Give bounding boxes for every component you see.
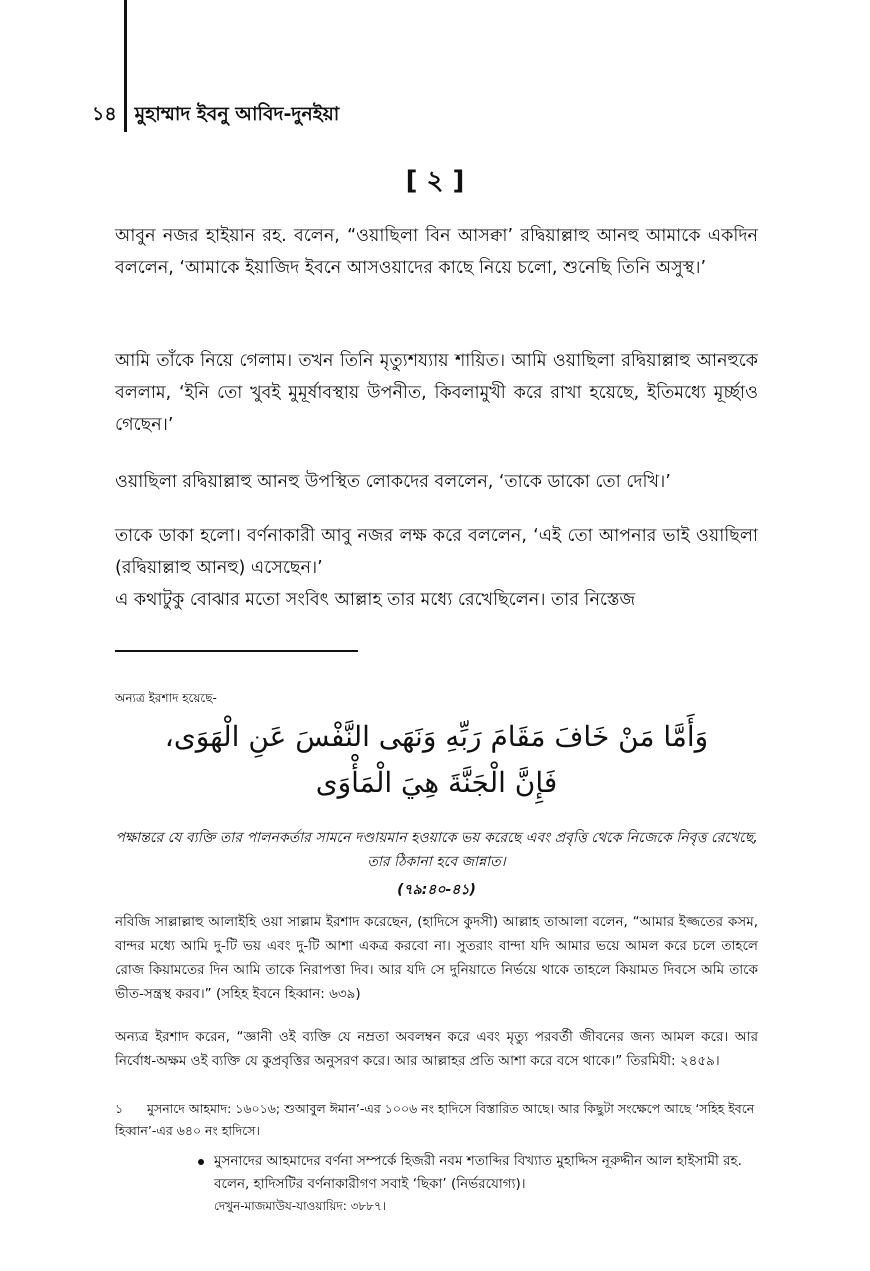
running-title: মুহাম্মাদ ইবনু আবিদ-দুনইয়া: [134, 103, 340, 125]
hadith-text-1: নবিজি সাল্লাল্লাহু আলাইহি ওয়া সাল্লাম ইরশাদ করেছেন, (হাদিসে কুদসী) আল্লাহ তাআলা বলেন, “আমার ইজ্জতের কসম, বান্দর মধ্যে আমি দু-টি ভয় এবং দু-টি আশা একত্র করবো না। সুতরাং বান্দা যদি আমার ভয়ে আমল করে চলে তাহলে রোজ কিয়ামতের দিন আমি তাকে নিরাপত্তা দিব। আর যদি সে দুনিয়াতে নির্ভয়ে থাকে তাহলে কিয়ামত দিবসে অমি তাকে ভীত-সন্ত্রস্থ করব।” (সহিহ ইবনে হিব্বান: ৬৩৯): [115, 914, 759, 1002]
verse-reference: (৭৯:৪০-৪১): [397, 882, 476, 898]
paragraph-1: আবুন নজর হাইয়ান রহ. বলেন, “ওয়াছিলা বিন আসক্বা’ রদ্বিয়াল্লাহু আনহু আমাকে একদিন বললেন, ‘আমাকে ইয়াজিদ ইবনে আসওয়াদের কাছে নিয়ে চলো, শুনেছি তিনি অসুস্থ।’: [115, 226, 758, 278]
footnote-intro: অন্যত্র ইরশাদ হয়েছে-: [115, 691, 217, 705]
section-number: [ ২ ]: [405, 166, 465, 196]
footnote-text: মুসনাদে আহমাদ: ১৬০১৬; শুআবুল ঈমান’-এর ১০০৬ নং হাদিসে বিস্তারিত আছে। আর কিছুটা সংক্ষেপে আছে ‘সহিহ ইবনে হিব্বান’-এর ৬৪০ নং হাদিসে।: [115, 1101, 755, 1138]
arabic-verse-line-2: فَإِنَّ الْجَنَّةَ هِيَ الْمَأْوَى: [315, 766, 558, 799]
bullet-icon: [198, 1159, 204, 1165]
footnote-number: ১: [115, 1101, 124, 1116]
hadith-text-2: অন্যত্র ইরশাদ করেন, “জ্ঞানী ওই ব্যক্তি যে নম্রতা অবলম্বন করে এবং মৃত্যু পরবর্তী জীবনের জন্য আমল করে। আর নির্বোধ-অক্ষম ওই ব্যক্তি যে কুপ্রবৃত্তির অনুসরণ করে। আর আল্লাহর প্রতি আশা করে বসে থাকে।” তিরমিযী: ২৪৫৯।: [115, 1029, 758, 1069]
page-number: ১৪: [92, 103, 117, 125]
bullet-note: [198, 1150, 758, 1196]
paragraph-2: আমি তাঁকে নিয়ে গেলাম। তখন তিনি মৃত্যুশয্যায় শায়িত। আমি ওয়াছিলা রদ্বিয়াল্লাহু আনহুকে বললাম, ‘ইনি তো খুবই মুমূর্ষাবস্থায় উপনীত, কিবলামুখী করে রাখা হয়েছে, ইতিমধ্যে মূর্চ্ছাও গেছেন।’: [115, 351, 758, 435]
footnote-1: [115, 1098, 758, 1142]
bullet-text: মুসনাদের আহমাদের বর্ণনা সম্পর্কে হিজরী নবম শতাব্দির বিখ্যাত মুহাদ্দিস নূরুদ্দীন আল হাইসামী রহ. বলেন, হাদিসটির বর্ণনাকারীগণ সবাই ‘ছিকা’ (নির্ভরযোগ্য)।: [214, 1153, 742, 1192]
page-header: [92, 100, 339, 132]
arabic-verse-line-1: وَأَمَّا مَنْ خَافَ مَقَامَ رَبِّهِ وَنَهَى النَّفْسَ عَنِ الْهَوَى،: [164, 720, 709, 753]
bullet-reference: দেখুন-মাজমাউয-যাওয়ায়িদ: ৩৮৮৭।: [214, 1199, 387, 1213]
paragraph-4: তাকে ডাকা হলো। বর্ণনাকারী আবু নজর লক্ষ করে বললেন, ‘এই তো আপনার ভাই ওয়াছিলা (রদ্বিয়াল্লাহু আনহু) এসেছেন।’ এ কথাটুকু বোঝার মতো সংবিৎ আল্লাহ তার মধ্যে রেখেছিলেন। তার নিস্তেজ: [115, 526, 758, 610]
verse-translation: পক্ষান্তরে যে ব্যক্তি তার পালনকর্তার সামনে দণ্ডায়মান হওয়াকে ভয় করেছে এবং প্রবৃত্তি থেকে নিজেকে নিবৃত্ত রেখেছে, তার ঠিকানা হবে জান্নাত।: [115, 830, 758, 870]
footnote-separator: [115, 650, 358, 652]
paragraph-3: ওয়াছিলা রদ্বিয়াল্লাহু আনহু উপস্থিত লোকদের বললেন, ‘তাকে ডাকো তো দেখি।’: [115, 472, 671, 492]
